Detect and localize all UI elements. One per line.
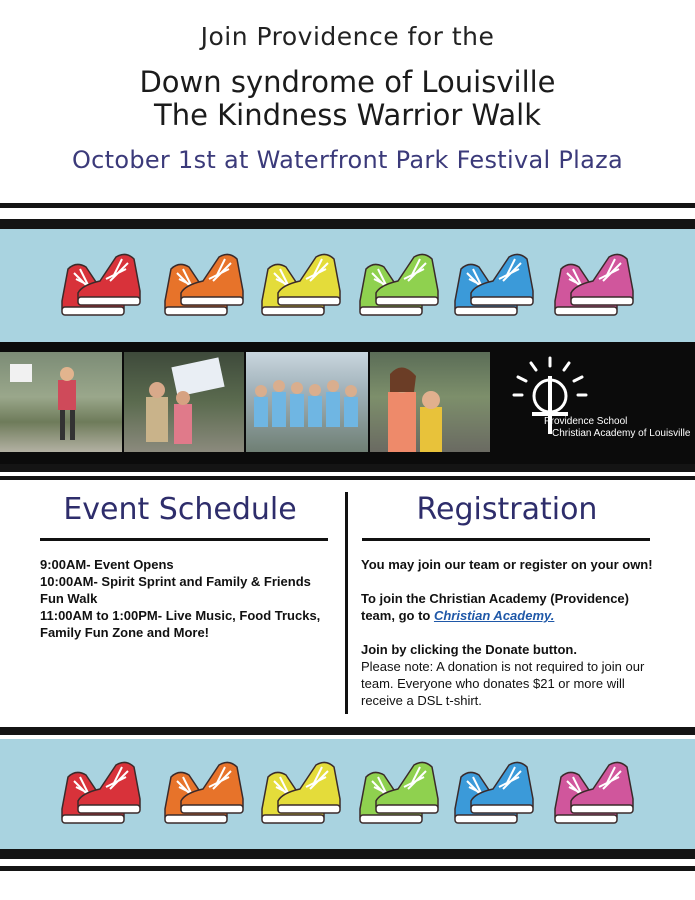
providence-logo bbox=[492, 352, 695, 452]
divider-stripe bbox=[0, 476, 695, 480]
photo-strip bbox=[0, 342, 695, 464]
photo-runner bbox=[0, 352, 122, 452]
schedule-underline bbox=[40, 538, 328, 541]
shoe-banner-top bbox=[0, 229, 695, 342]
shoe-pair-icon bbox=[360, 254, 438, 315]
event-title bbox=[0, 66, 695, 132]
intro-text: Join Providence for the bbox=[200, 22, 495, 51]
divider-stripe bbox=[0, 727, 695, 735]
registration-para-3-bold: Join by clicking the Donate button. bbox=[361, 642, 577, 657]
registration-underline bbox=[362, 538, 650, 541]
divider-stripe bbox=[0, 464, 695, 472]
shoe-pair-icon bbox=[262, 254, 340, 315]
registration-body bbox=[361, 556, 661, 709]
shoe-pair-icon bbox=[455, 762, 533, 823]
shoe-pair-icon bbox=[165, 254, 243, 315]
column-divider bbox=[345, 492, 348, 714]
event-title-line-2: The Kindness Warrior Walk bbox=[154, 98, 541, 132]
divider-stripe bbox=[0, 849, 695, 859]
registration-note: Please note: A donation is not required to join our team. Everyone who donates $21 or more will receive a DSL t-shirt. bbox=[361, 659, 645, 708]
divider-stripe bbox=[0, 203, 695, 208]
shoe-pair-icon bbox=[262, 762, 340, 823]
shoe-pair-icon bbox=[62, 254, 140, 315]
shoe-banner-bottom bbox=[0, 739, 695, 849]
photo-team-group bbox=[246, 352, 368, 452]
registration-para-2-text: To join the Christian Academy (Providence) team, go to bbox=[361, 591, 629, 623]
shoe-pair-icon bbox=[555, 762, 633, 823]
shoe-pair-icon bbox=[62, 762, 140, 823]
schedule-title: Event Schedule bbox=[63, 492, 297, 527]
divider-stripe bbox=[0, 866, 695, 871]
shoe-illustrations bbox=[0, 229, 695, 342]
schedule-item: 11:00AM to 1:00PM- Live Music, Food Trucks, Family Fun Zone and More! bbox=[40, 608, 321, 640]
christian-academy-link[interactable]: Christian Academy. bbox=[433, 608, 555, 623]
registration-para-2 bbox=[361, 590, 661, 624]
photo-family-sign bbox=[124, 352, 244, 452]
event-title-line-1: Down syndrome of Louisville bbox=[139, 65, 556, 99]
logo-name: Providence School bbox=[544, 416, 628, 427]
registration-title: Registration bbox=[416, 492, 598, 527]
schedule-item: 10:00AM- Spirit Sprint and Family & Friends Fun Walk bbox=[40, 574, 311, 606]
shoe-pair-icon bbox=[360, 762, 438, 823]
divider-stripe bbox=[0, 219, 695, 229]
schedule-item: 9:00AM- Event Opens bbox=[40, 557, 174, 572]
event-date-location: October 1st at Waterfront Park Festival Plaza bbox=[71, 146, 624, 174]
shoe-illustrations bbox=[0, 739, 695, 849]
shoe-pair-icon bbox=[165, 762, 243, 823]
photo-mother-child bbox=[370, 352, 490, 452]
shoe-pair-icon bbox=[555, 254, 633, 315]
logo-subtitle: Christian Academy of Louisville bbox=[552, 428, 691, 439]
schedule-list bbox=[40, 556, 338, 641]
shoe-pair-icon bbox=[455, 254, 533, 315]
registration-para-1: You may join our team or register on your own! bbox=[361, 557, 653, 572]
